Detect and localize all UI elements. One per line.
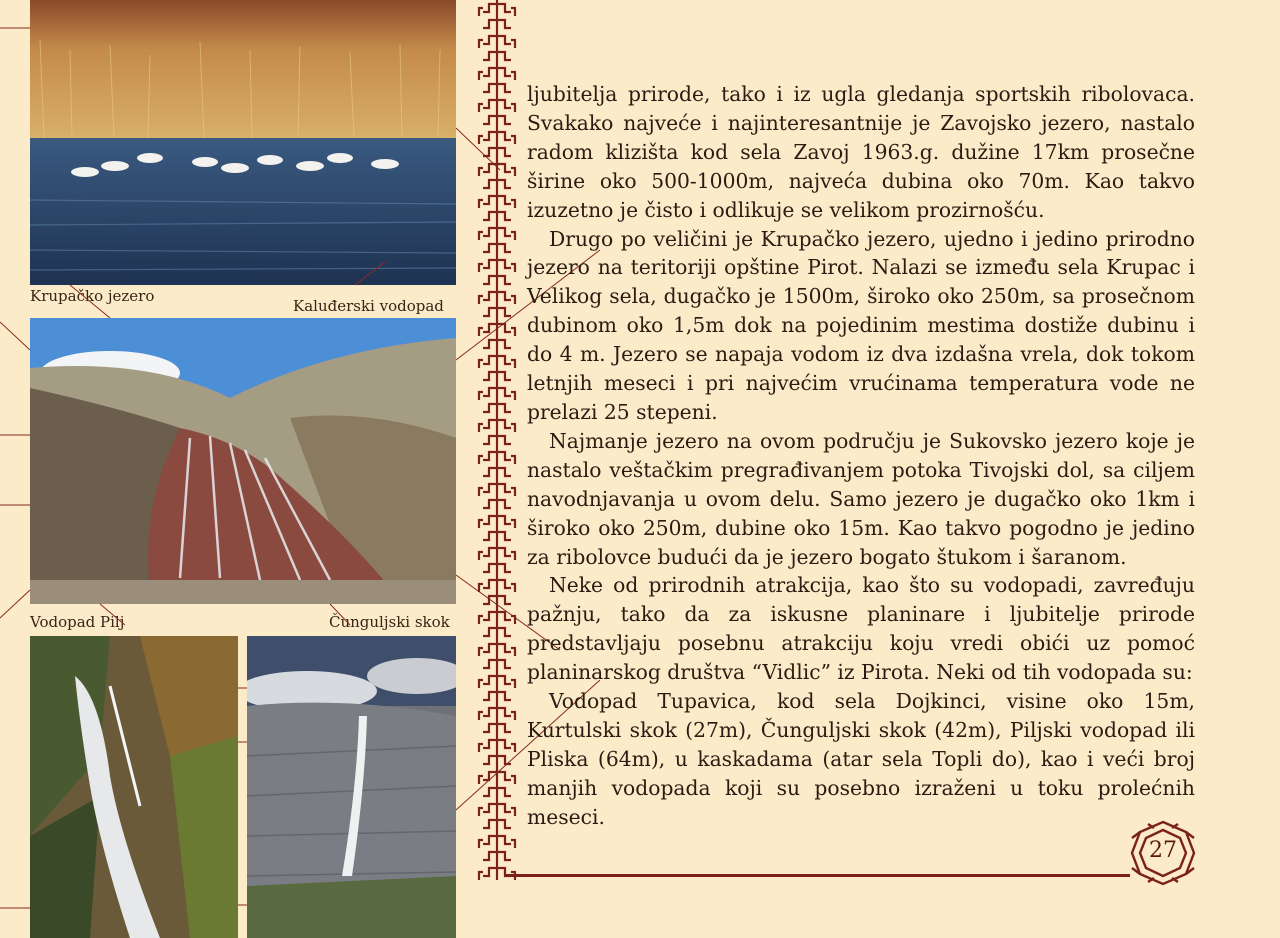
paragraph-5: Vodopad Tupavica, kod sela Dojkinci, visine oko 15m, Kurtulski skok (27m), Čunguljski skok (42m), Piljski vodopad ili Pliska (64m), u kaskadama (atar sela Topli do), kao i veći broj manjih vodopada koji su posebno izraženi u toku prolećnih meseci. <box>527 689 1195 829</box>
photo-pilj-waterfall <box>30 636 238 938</box>
article-body <box>527 80 1195 832</box>
caption-krupac-lake: Krupačko jezero <box>30 287 155 305</box>
caption-cunguljski-skok: Čunguljski skok <box>329 613 450 631</box>
paragraph-2: Drugo po veličini je Krupačko jezero, ujedno i jedino prirodno jezero na teritoriji opštine Pirot. Nalazi se između sela Krupac i Velikog sela, dugačko je 1500m, široko oko 250m, sa prosečnom dubinom oko 1,5m dok na pojedinim mestima dostiže dubinu i do 4 m. Jezero se napaja vodom iz dva izdašna vrela, dok tokom letnjih meseci i pri najvećim vrućinama temperatura vode ne prelazi 25 stepeni. <box>527 226 1195 424</box>
caption-pilj-waterfall: Vodopad Pilj <box>30 613 125 631</box>
caption-kaludjerski-waterfall: Kaluđerski vodopad <box>293 297 444 315</box>
paragraph-4: Neke od prirodnih atrakcija, kao što su vodopadi, zavređuju pažnju, tako da za iskusne planinare i ljubitelje prirode predstavljaju posebnu atrakciju koju vredi obići uz pomoć planinarskog društva “Vidlic” iz Pirota. Neki od tih vodopada su: <box>527 573 1195 685</box>
photo-cunguljski-skok <box>247 636 456 938</box>
page-number: 27 <box>1149 838 1177 863</box>
ornamental-border <box>474 0 520 938</box>
bottom-rule <box>505 874 1130 877</box>
photo-kaludjerski-waterfall <box>30 318 456 604</box>
photo-swans-lake <box>30 0 456 285</box>
paragraph-3: Najmanje jezero na ovom području je Sukovsko jezero koje je nastalo veštačkim pregrađivanjem potoka Tivojski dol, sa ciljem navodnjavanja u ovom delu. Samo jezero je dugačko oko 1km i široko oko 250m, dubine oko 15m. Kao takvo pogodno je jedino za ribolovce budući da je jezero bogato štukom i šaranom. <box>527 428 1195 569</box>
paragraph-1: ljubitelja prirode, tako i iz ugla gledanja sportskih ribolovaca. Svakako najveće i najinteresantnije je Zavojsko jezero, nastalo radom klizišta kod sela Zavoj 1963.g. dužine 17km prosečne širine oko 500-1000m, najveća dubina oko 70m. Kao takvo izuzetno je čisto i odlikuje se velikom prozirnošću. <box>527 82 1195 222</box>
